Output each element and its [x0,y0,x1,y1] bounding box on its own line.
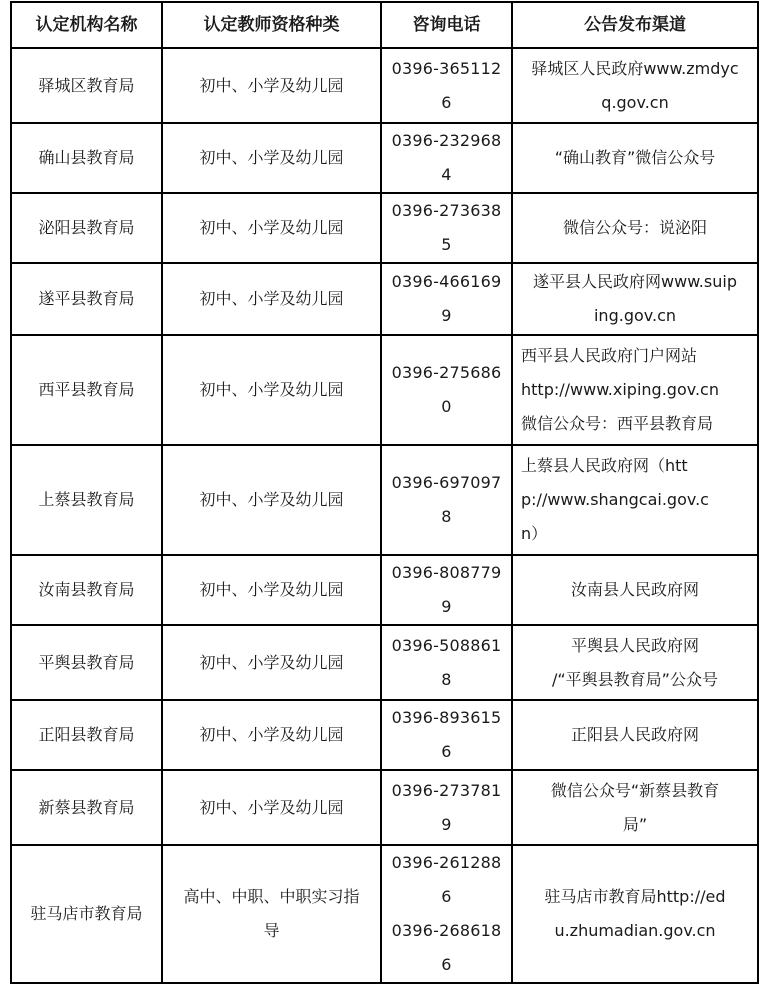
cell-org: 新蔡县教育局 [11,770,162,845]
cell-phone [381,193,512,263]
table-row [11,845,758,983]
cell-phone [381,263,512,335]
cell-channel-line: q.gov.cn [601,92,669,112]
table-row [11,770,758,845]
cell-channel [512,193,758,263]
cell-phone-line: 0396-8087799 [391,563,502,616]
cell-org: 上蔡县教育局 [11,445,162,555]
cell-channel-line: http://www.xiping.gov.cn [521,380,719,399]
cell-phone-line: 0396-2612886 [391,853,502,906]
header-channel: 公告发布渠道 [512,2,758,48]
cell-org: 汝南县教育局 [11,555,162,625]
cell-channel-line: 驻马店市教育局http://ed [544,887,726,906]
cell-channel [512,700,758,770]
cell-org: 驻马店市教育局 [11,845,162,983]
teacher-qualification-table [10,1,759,984]
cell-phone-line: 0396-2329684 [391,131,502,184]
cell-channel-line: 平舆县人民政府网 [570,635,699,655]
cell-type-line: 导 [263,921,280,940]
cell-channel-line: 局” [622,814,648,834]
cell-org: 西平县教育局 [11,335,162,445]
cell-org: 泌阳县教育局 [11,193,162,263]
cell-channel [512,770,758,845]
cell-type: 初中、小学及幼儿园 [162,193,381,263]
table-row [11,335,758,445]
cell-phone [381,700,512,770]
header-phone: 咨询电话 [381,2,512,48]
cell-channel [512,123,758,193]
table-row [11,555,758,625]
cell-type: 初中、小学及幼儿园 [162,555,381,625]
table-row [11,625,758,700]
cell-channel-line: p://www.shangcai.gov.c [521,490,709,509]
cell-channel-line: 驿城区人民政府www.zmdyc [531,58,739,78]
table-row [11,263,758,335]
cell-phone [381,555,512,625]
cell-phone-line: 0396-4661699 [391,272,502,325]
cell-phone [381,625,512,700]
cell-phone-line: 0396-6970978 [391,473,502,526]
cell-channel [512,263,758,335]
cell-phone [381,123,512,193]
cell-type: 初中、小学及幼儿园 [162,335,381,445]
table-row [11,123,758,193]
cell-phone-line: 0396-2737819 [391,780,502,834]
cell-phone-line: 0396-2686186 [391,921,502,974]
cell-type: 初中、小学及幼儿园 [162,625,381,700]
cell-channel-line: 上蔡县人民政府网（htt [521,456,688,475]
header-org: 认定机构名称 [11,2,162,48]
cell-channel [512,845,758,983]
cell-org: 确山县教育局 [11,123,162,193]
cell-phone [381,770,512,845]
cell-channel [512,445,758,555]
cell-channel [512,335,758,445]
cell-channel-line: 微信公众号“新蔡县教育 [550,780,720,800]
table-body [11,48,758,983]
table-row [11,445,758,555]
cell-org: 平舆县教育局 [11,625,162,700]
cell-org: 遂平县教育局 [11,263,162,335]
header-type: 认定教师资格种类 [162,2,381,48]
cell-phone-line: 0396-3651126 [391,58,502,112]
cell-channel-line: 汝南县人民政府网 [570,580,699,599]
cell-type: 初中、小学及幼儿园 [162,263,381,335]
cell-phone-line: 0396-2736385 [391,201,502,254]
cell-channel [512,48,758,123]
table-row [11,700,758,770]
cell-type-line: 高中、中职、中职实习指 [183,887,360,906]
cell-org: 驿城区教育局 [11,48,162,123]
cell-channel-line: 西平县人民政府门户网站 [521,346,698,365]
cell-org: 正阳县教育局 [11,700,162,770]
cell-type: 初中、小学及幼儿园 [162,445,381,555]
cell-phone-line: 0396-5088618 [391,635,502,689]
cell-channel-line: /“平舆县教育局”公众号 [552,669,718,689]
cell-channel-line: ing.gov.cn [593,306,677,325]
cell-type: 初中、小学及幼儿园 [162,770,381,845]
cell-type: 初中、小学及幼儿园 [162,123,381,193]
cell-channel-line: u.zhumadian.gov.cn [554,921,716,940]
cell-phone [381,445,512,555]
cell-channel [512,625,758,700]
cell-type: 初中、小学及幼儿园 [162,48,381,123]
cell-phone [381,845,512,983]
cell-channel-line: n） [521,524,548,543]
cell-channel-line: 微信公众号：说泌阳 [562,218,707,237]
cell-phone [381,335,512,445]
cell-type: 初中、小学及幼儿园 [162,700,381,770]
cell-type [162,845,381,983]
cell-channel [512,555,758,625]
cell-channel-line: “确山教育”微信公众号 [554,148,716,167]
cell-phone [381,48,512,123]
cell-phone-line: 0396-8936156 [391,708,502,761]
cell-channel-line: 遂平县人民政府网www.suip [533,272,737,291]
table-row [11,193,758,263]
table-row [11,48,758,123]
cell-channel-line: 正阳县人民政府网 [570,725,699,744]
table-header-row [11,2,758,48]
cell-phone-line: 0396-2756860 [391,363,502,416]
cell-channel-line: 微信公众号：西平县教育局 [521,414,714,433]
